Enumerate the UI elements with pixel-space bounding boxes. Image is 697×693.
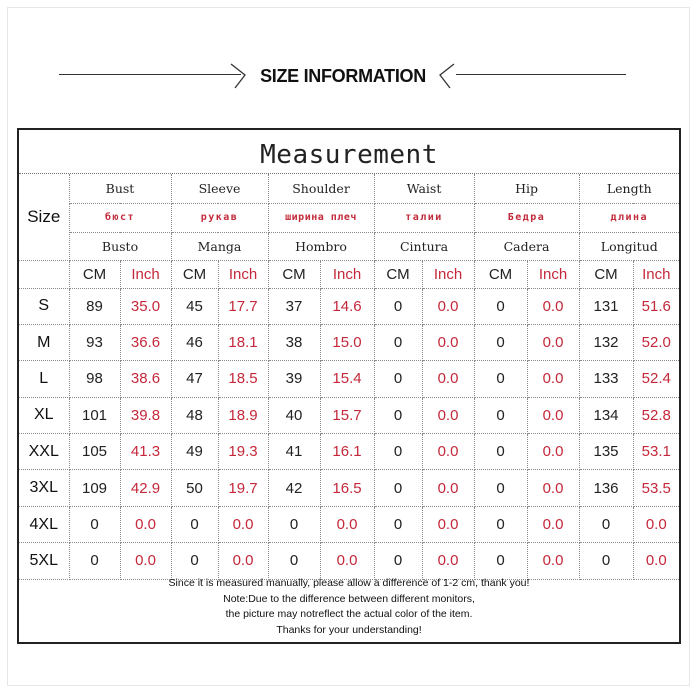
inch-value: 52.8 (633, 397, 679, 433)
inch-value: 0.0 (320, 506, 374, 542)
size-table (19, 174, 679, 580)
unit-inch-header: Inch (320, 260, 374, 288)
cm-value: 89 (69, 288, 120, 324)
cm-value: 0 (268, 506, 320, 542)
inch-value: 0.0 (527, 434, 579, 470)
cm-value: 109 (69, 470, 120, 506)
size-label: XL (19, 397, 69, 433)
inch-value: 16.1 (320, 434, 374, 470)
inch-value: 41.3 (120, 434, 171, 470)
table-row (19, 397, 679, 433)
inch-value: 0.0 (120, 543, 171, 579)
measure-en-shoulder: Shoulder (268, 174, 374, 203)
inch-value: 0.0 (633, 506, 679, 542)
inch-value: 52.4 (633, 361, 679, 397)
size-label: S (19, 288, 69, 324)
cm-value: 0 (474, 506, 527, 542)
notes-block (19, 576, 679, 638)
inch-value: 39.8 (120, 397, 171, 433)
cm-value: 39 (268, 361, 320, 397)
cm-value: 0 (374, 324, 422, 360)
measure-ru-bust: бюст (69, 203, 171, 232)
unit-inch-header: Inch (422, 260, 474, 288)
size-label: 3XL (19, 470, 69, 506)
header-row-en (19, 174, 679, 203)
inch-value: 15.4 (320, 361, 374, 397)
unit-cm-header: CM (69, 260, 120, 288)
cm-value: 135 (579, 434, 633, 470)
cm-value: 0 (474, 543, 527, 579)
cm-value: 0 (374, 288, 422, 324)
inch-value: 36.6 (120, 324, 171, 360)
size-column-header: Size (19, 174, 69, 260)
measure-en-sleeve: Sleeve (171, 174, 268, 203)
unit-cm-header: CM (268, 260, 320, 288)
inch-value: 52.0 (633, 324, 679, 360)
inch-value: 0.0 (633, 543, 679, 579)
cm-value: 136 (579, 470, 633, 506)
cm-value: 93 (69, 324, 120, 360)
inch-value: 18.5 (218, 361, 268, 397)
unit-inch-header: Inch (218, 260, 268, 288)
measure-en-bust: Bust (69, 174, 171, 203)
size-label: XXL (19, 434, 69, 470)
header-row-es (19, 232, 679, 260)
unit-row-spacer (19, 260, 69, 288)
size-information-title: SIZE INFORMATION (260, 66, 426, 86)
inch-value: 17.7 (218, 288, 268, 324)
cm-value: 47 (171, 361, 218, 397)
inch-value: 15.0 (320, 324, 374, 360)
cm-value: 0 (69, 506, 120, 542)
inch-value: 53.5 (633, 470, 679, 506)
inch-value: 0.0 (422, 506, 474, 542)
cm-value: 0 (474, 324, 527, 360)
unit-row (19, 260, 679, 288)
measure-es-length: Longitud (579, 232, 679, 260)
cm-value: 50 (171, 470, 218, 506)
unit-cm-header: CM (171, 260, 218, 288)
inch-value: 0.0 (218, 506, 268, 542)
measure-es-shoulder: Hombro (268, 232, 374, 260)
measure-ru-sleeve: рукав (171, 203, 268, 232)
cm-value: 101 (69, 397, 120, 433)
inch-value: 0.0 (527, 361, 579, 397)
table-row (19, 434, 679, 470)
inch-value: 0.0 (527, 543, 579, 579)
inch-value: 51.6 (633, 288, 679, 324)
cm-value: 0 (474, 288, 527, 324)
cm-value: 49 (171, 434, 218, 470)
measure-ru-waist: талии (374, 203, 474, 232)
header-rule-left (59, 74, 241, 75)
cm-value: 42 (268, 470, 320, 506)
unit-cm-header: CM (579, 260, 633, 288)
cm-value: 0 (374, 361, 422, 397)
chevron-right-decoration (426, 62, 456, 90)
inch-value: 14.6 (320, 288, 374, 324)
inch-value: 0.0 (527, 324, 579, 360)
cm-value: 0 (474, 397, 527, 433)
unit-inch-header: Inch (633, 260, 679, 288)
cm-value: 41 (268, 434, 320, 470)
cm-value: 131 (579, 288, 633, 324)
inch-value: 15.7 (320, 397, 374, 433)
note-line: Note:Due to the difference between different monitors, (223, 592, 475, 605)
inch-value: 35.0 (120, 288, 171, 324)
size-label: L (19, 361, 69, 397)
cm-value: 0 (171, 543, 218, 579)
size-label: M (19, 324, 69, 360)
table-row (19, 361, 679, 397)
inch-value: 38.6 (120, 361, 171, 397)
inch-value: 0.0 (422, 361, 474, 397)
unit-cm-header: CM (374, 260, 422, 288)
cm-value: 38 (268, 324, 320, 360)
cm-value: 0 (374, 506, 422, 542)
measure-en-hip: Hip (474, 174, 579, 203)
measure-es-hip: Cadera (474, 232, 579, 260)
cm-value: 0 (474, 361, 527, 397)
cm-value: 46 (171, 324, 218, 360)
inch-value: 0.0 (320, 543, 374, 579)
measure-es-sleeve: Manga (171, 232, 268, 260)
inch-value: 42.9 (120, 470, 171, 506)
cm-value: 134 (579, 397, 633, 433)
inch-value: 0.0 (422, 324, 474, 360)
measure-en-length: Length (579, 174, 679, 203)
note-line: Thanks for your understanding! (276, 623, 422, 636)
size-table-body (19, 174, 679, 579)
cm-value: 48 (171, 397, 218, 433)
cm-value: 0 (579, 506, 633, 542)
unit-inch-header: Inch (120, 260, 171, 288)
cm-value: 0 (268, 543, 320, 579)
table-row (19, 288, 679, 324)
inch-value: 0.0 (422, 397, 474, 433)
cm-value: 133 (579, 361, 633, 397)
cm-value: 105 (69, 434, 120, 470)
note-line: Since it is measured manually, please allow a difference of 1-2 cm, thank you! (168, 577, 530, 589)
inch-value: 0.0 (527, 397, 579, 433)
cm-value: 98 (69, 361, 120, 397)
table-row (19, 470, 679, 506)
cm-value: 0 (374, 543, 422, 579)
inch-value: 0.0 (120, 506, 171, 542)
inch-value: 0.0 (422, 434, 474, 470)
measure-es-bust: Busto (69, 232, 171, 260)
size-label: 5XL (19, 543, 69, 579)
inch-value: 0.0 (527, 288, 579, 324)
measure-ru-length: длина (579, 203, 679, 232)
cm-value: 0 (579, 543, 633, 579)
inch-value: 19.7 (218, 470, 268, 506)
note-line: the picture may notreflect the actual color of the item. (225, 608, 473, 620)
size-label: 4XL (19, 506, 69, 542)
table-row (19, 506, 679, 542)
cm-value: 0 (474, 434, 527, 470)
cm-value: 45 (171, 288, 218, 324)
inch-value: 0.0 (422, 470, 474, 506)
cm-value: 132 (579, 324, 633, 360)
table-row (19, 543, 679, 579)
header-row-ru (19, 203, 679, 232)
unit-cm-header: CM (474, 260, 527, 288)
measure-en-waist: Waist (374, 174, 474, 203)
cm-value: 0 (374, 434, 422, 470)
inch-value: 0.0 (422, 288, 474, 324)
cm-value: 37 (268, 288, 320, 324)
cm-value: 40 (268, 397, 320, 433)
cm-value: 0 (374, 397, 422, 433)
cm-value: 0 (69, 543, 120, 579)
inch-value: 53.1 (633, 434, 679, 470)
measure-ru-shoulder: ширина плеч (268, 203, 374, 232)
header-rule-right (456, 74, 626, 75)
measurement-title: Measurement (19, 130, 679, 174)
inch-value: 0.0 (527, 506, 579, 542)
inch-value: 0.0 (422, 543, 474, 579)
measure-es-waist: Cintura (374, 232, 474, 260)
unit-inch-header: Inch (527, 260, 579, 288)
measurement-card (17, 128, 681, 644)
table-row (19, 324, 679, 360)
cm-value: 0 (171, 506, 218, 542)
cm-value: 0 (474, 470, 527, 506)
inch-value: 18.9 (218, 397, 268, 433)
inch-value: 18.1 (218, 324, 268, 360)
inch-value: 0.0 (527, 470, 579, 506)
measure-ru-hip: Бедра (474, 203, 579, 232)
inch-value: 16.5 (320, 470, 374, 506)
cm-value: 0 (374, 470, 422, 506)
inch-value: 19.3 (218, 434, 268, 470)
inch-value: 0.0 (218, 543, 268, 579)
